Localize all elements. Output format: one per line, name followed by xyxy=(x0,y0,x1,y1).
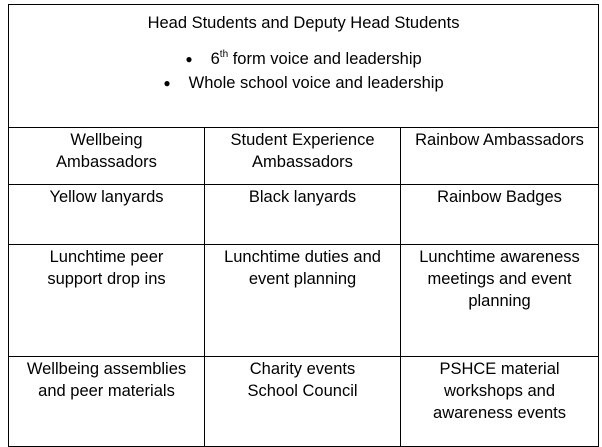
lunchtime-row xyxy=(9,245,599,357)
cell-line: meetings and event xyxy=(427,270,572,288)
role-cell-student-experience xyxy=(205,128,401,185)
identifier-cell-wellbeing xyxy=(9,185,205,245)
identifier-cell-student-experience xyxy=(205,185,401,245)
cell-line: awareness events xyxy=(433,404,567,422)
lunchtime-cell-rainbow xyxy=(401,245,599,357)
cell-line: Wellbeing assemblies xyxy=(26,360,187,378)
head-students-cell xyxy=(9,5,599,128)
bullet-icon: ● xyxy=(185,52,193,66)
leadership-structure-table xyxy=(8,4,599,447)
lunchtime-cell-student-experience xyxy=(205,245,401,357)
ordinal-number: 6 xyxy=(210,50,220,68)
bullet-icon: ● xyxy=(163,76,171,90)
header-title: Head Students and Deputy Head Students xyxy=(147,14,460,32)
cell-line: planning xyxy=(468,292,531,310)
identifiers-row xyxy=(9,185,599,245)
cell-line: Lunchtime peer xyxy=(49,248,164,266)
bullet-item-whole-school xyxy=(13,72,594,94)
cell-line: and peer materials xyxy=(38,382,175,400)
cell-line: Ambassadors xyxy=(56,153,157,171)
cell-line: Rainbow Badges xyxy=(437,188,562,206)
header-row xyxy=(9,5,599,128)
cell-line: Lunchtime awareness xyxy=(419,248,580,266)
cell-line: Ambassadors xyxy=(252,153,353,171)
cell-line: PSHCE material xyxy=(439,360,560,378)
events-cell-rainbow xyxy=(401,357,599,447)
cell-line: Wellbeing xyxy=(70,131,143,149)
ordinal-suffix: th xyxy=(219,49,229,60)
role-cell-wellbeing xyxy=(9,128,205,185)
bullet-text: form voice and leadership xyxy=(228,50,422,68)
cell-line: Lunchtime duties and xyxy=(224,248,381,266)
identifier-cell-rainbow xyxy=(401,185,599,245)
cell-line: School Council xyxy=(247,382,358,400)
events-cell-wellbeing xyxy=(9,357,205,447)
header-bullet-list xyxy=(13,48,594,94)
events-row xyxy=(9,357,599,447)
cell-line: Student Experience xyxy=(230,131,375,149)
bullet-text: Whole school voice and leadership xyxy=(188,74,444,92)
roles-row xyxy=(9,128,599,185)
role-cell-rainbow xyxy=(401,128,599,185)
cell-line: Black lanyards xyxy=(248,188,357,206)
cell-line: Yellow lanyards xyxy=(49,188,164,206)
events-cell-student-experience xyxy=(205,357,401,447)
cell-line: workshops and xyxy=(444,382,555,400)
cell-line: event planning xyxy=(248,270,357,288)
cell-line: support drop ins xyxy=(47,270,166,288)
cell-line: Rainbow Ambassadors xyxy=(415,131,584,149)
lunchtime-cell-wellbeing xyxy=(9,245,205,357)
bullet-item-sixth-form xyxy=(13,48,594,70)
cell-line: Charity events xyxy=(249,360,356,378)
